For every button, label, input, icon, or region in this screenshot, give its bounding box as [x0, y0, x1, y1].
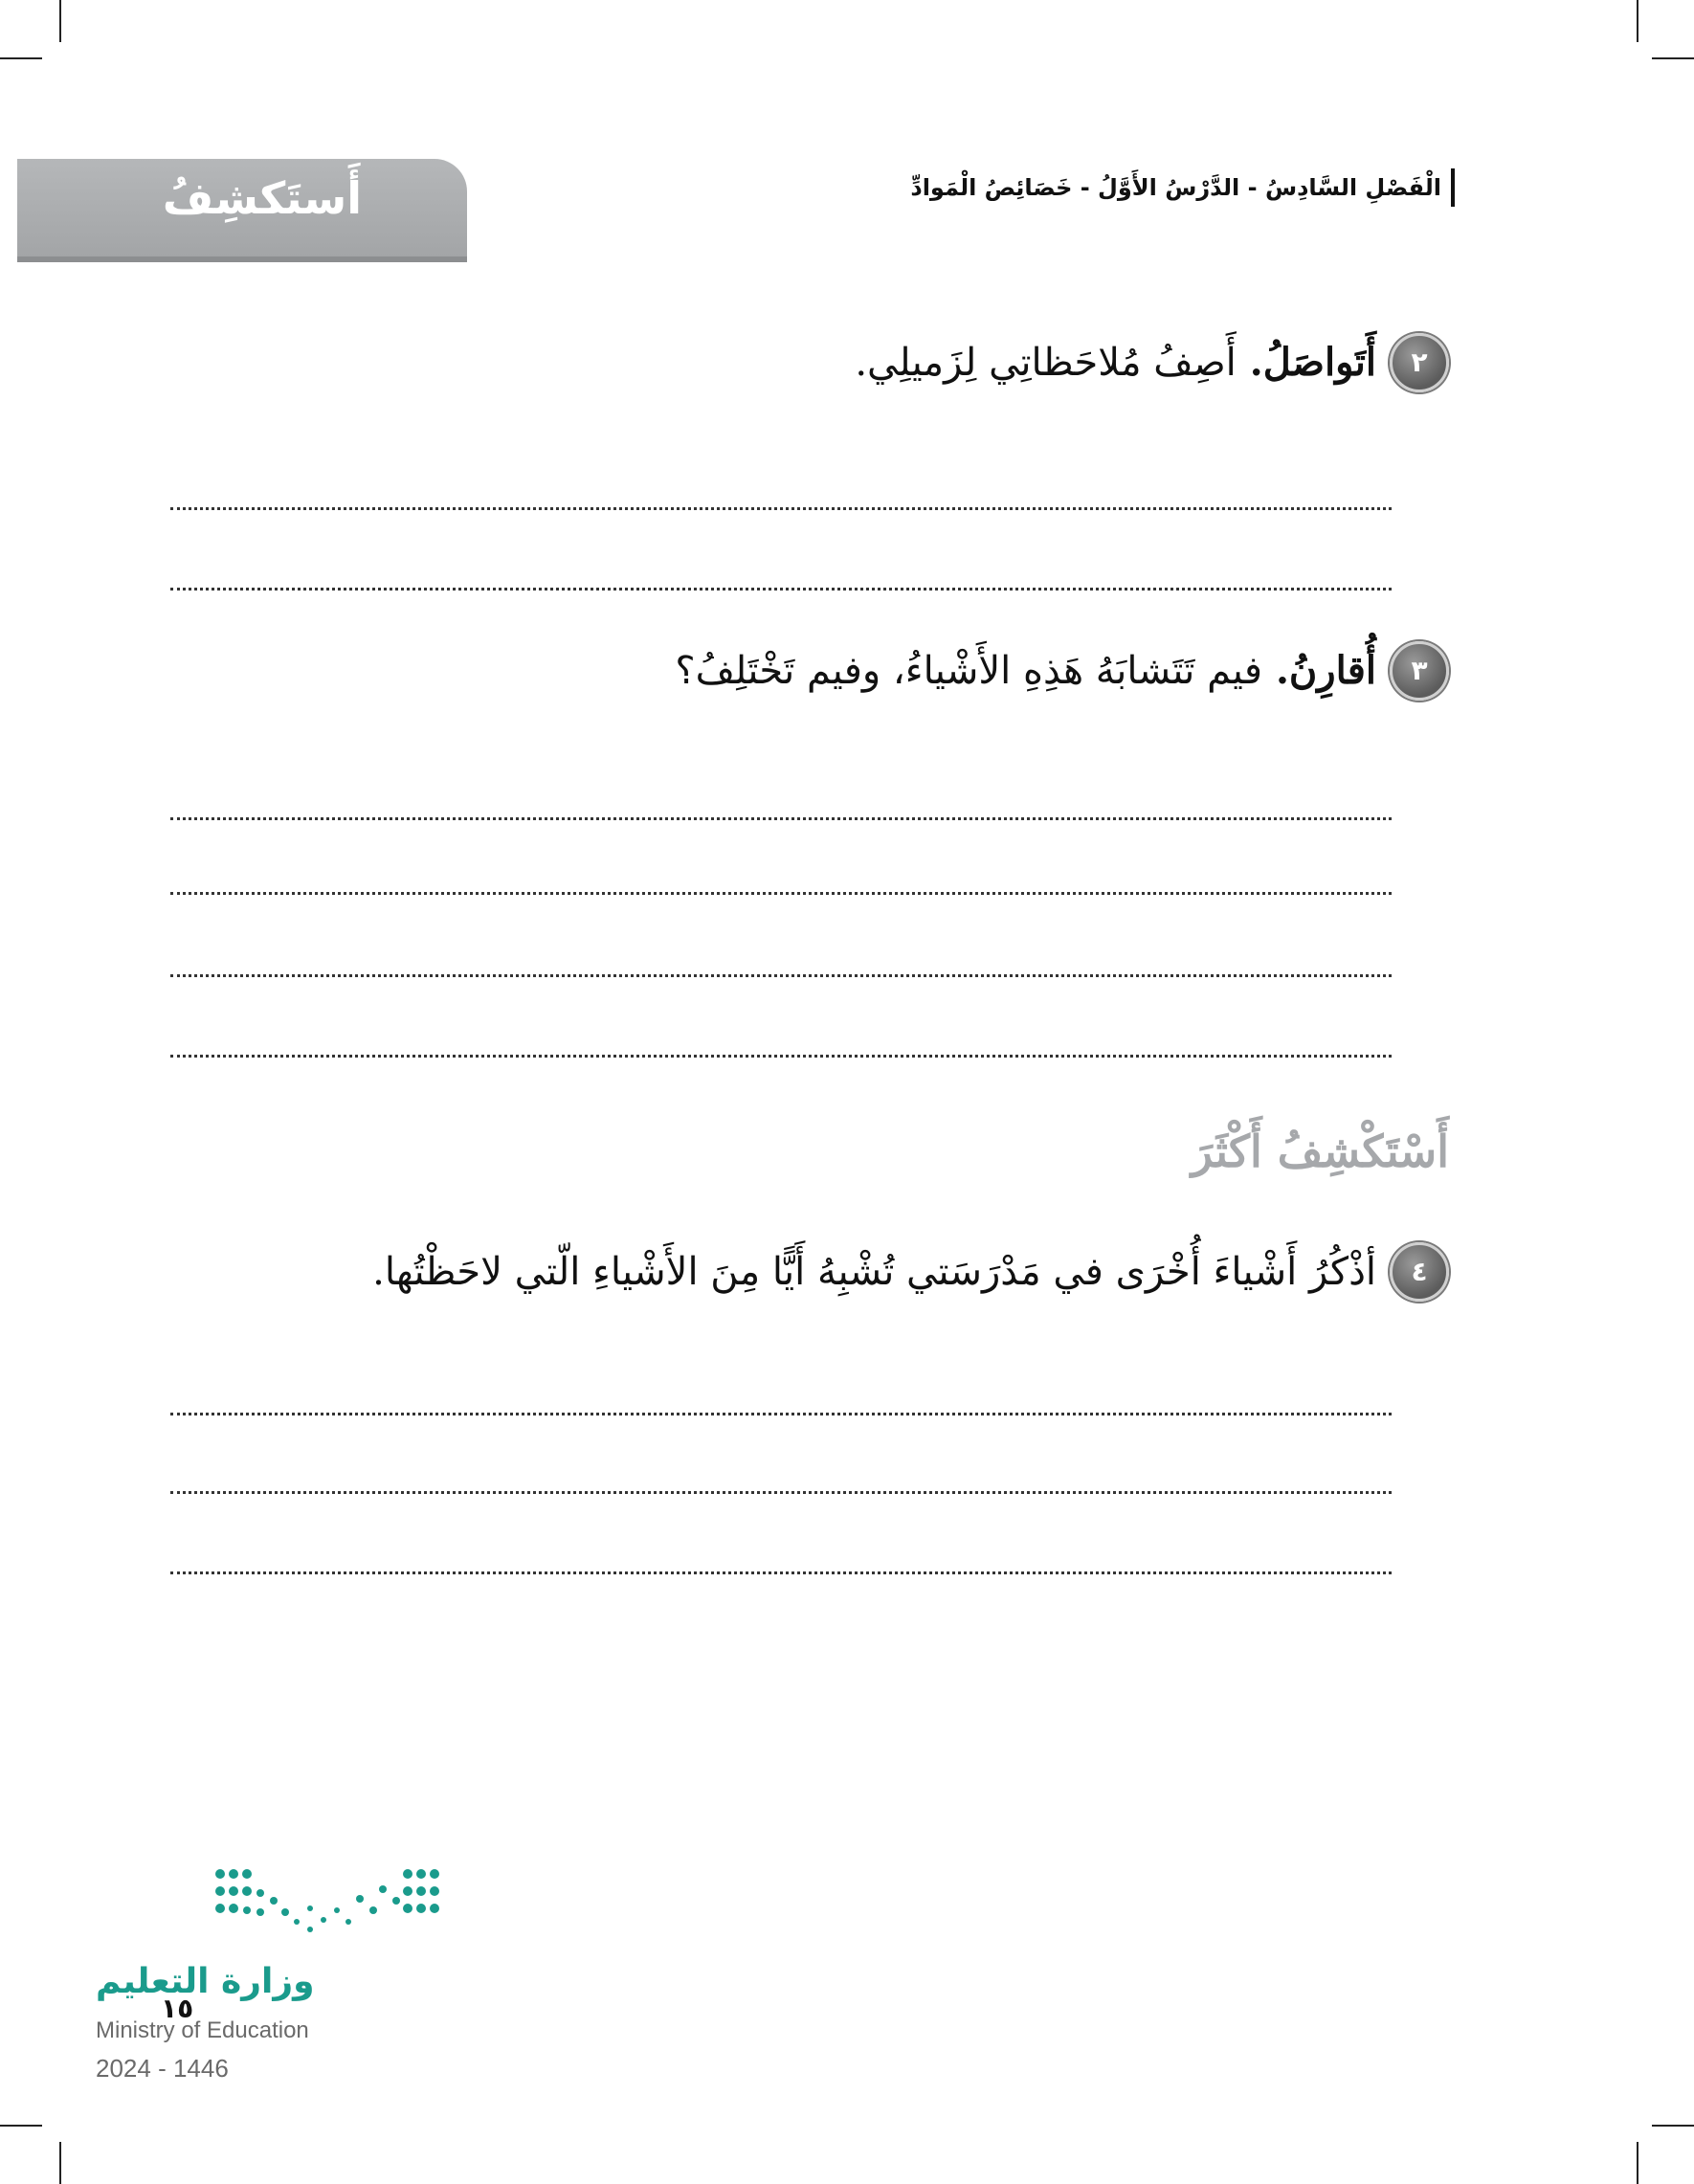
- answer-line[interactable]: [170, 1055, 1392, 1058]
- page-number: ١٥: [161, 1993, 194, 2024]
- question-3: [675, 641, 1449, 701]
- ministry-name-arabic: وزارة التعليم: [96, 1962, 315, 2001]
- section-subheading: أَسْتَكْشِفُ أَكْثَرَ: [1191, 1125, 1449, 1177]
- answer-line[interactable]: [170, 892, 1392, 895]
- question-2: [855, 333, 1449, 392]
- crop-mark: [59, 0, 61, 42]
- question-text: أَصِفُ مُلاحَظاتِي لِزَميلِي.: [855, 341, 1237, 385]
- section-tab: [17, 159, 467, 256]
- question-keyword: أَتَواصَلُ.: [1249, 340, 1376, 385]
- answer-line[interactable]: [170, 507, 1392, 510]
- crop-mark: [1637, 0, 1638, 42]
- section-tab-label: أَستَكشِفُ: [162, 172, 362, 224]
- crop-mark: [1637, 2142, 1638, 2184]
- answer-line[interactable]: [170, 1571, 1392, 1574]
- answer-line[interactable]: [170, 1491, 1392, 1494]
- question-4: [372, 1242, 1449, 1302]
- ministry-dots-emblem: [211, 1866, 450, 1943]
- edition-year: 2024 - 1446: [96, 2054, 229, 2083]
- crop-mark: [1652, 57, 1694, 59]
- question-keyword: أُقارِنُ.: [1275, 648, 1376, 693]
- answer-line[interactable]: [170, 974, 1392, 977]
- answer-line[interactable]: [170, 817, 1392, 820]
- question-number-badge: ٤: [1390, 1242, 1449, 1302]
- crop-mark: [0, 57, 42, 59]
- crop-mark: [0, 2125, 42, 2127]
- answer-line[interactable]: [170, 1413, 1392, 1415]
- question-text: فيم تَتَشابَهُ هَذِهِ الأَشْياءُ، وفيم تَخْتَلِفُ؟: [675, 649, 1262, 693]
- breadcrumb: الْفَصْلِ السَّادِسُ - الدَّرْسُ الأَوَّلُ - خَصَائِصُ الْمَوادِّ: [910, 168, 1455, 207]
- question-number-badge: ٣: [1390, 641, 1449, 701]
- ministry-name-english: Ministry of Education: [96, 2017, 309, 2043]
- question-number-badge: ٢: [1390, 333, 1449, 392]
- question-text: أذْكُرُ أَشْياءَ أُخْرَى في مَدْرَسَتي تُشْبِهُ أَيًّا مِنَ الأَشْياءِ الّتي لاحَظْتُها.: [372, 1250, 1376, 1294]
- crop-mark: [1652, 2125, 1694, 2127]
- crop-mark: [59, 2142, 61, 2184]
- answer-line[interactable]: [170, 588, 1392, 591]
